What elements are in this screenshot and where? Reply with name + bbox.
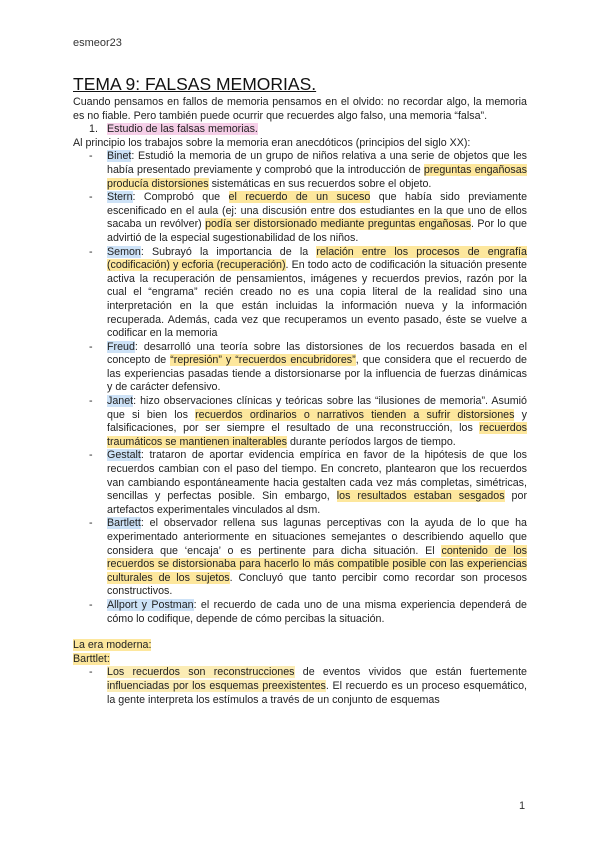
text-segment: : hizo observaciones clínicas y teóricas sobre las “ilusiones de memoria”. Asumió que si bien los	[107, 395, 527, 421]
highlighted-text: el recuerdo de un suceso	[228, 191, 371, 204]
author-name: Binet	[107, 150, 132, 163]
highlighted-text: podía ser distorsionado mediante preguntas engañosas	[205, 218, 472, 231]
text-segment: de eventos vividos que están fuertemente	[294, 666, 527, 679]
text-segment: . Concluyó que tanto percibir como recordar son procesos constructivos.	[107, 571, 528, 598]
text-segment: : el observador rellena sus lagunas perceptivas con la ayuda de lo que ha experimentado anteriormente en situaciones semejantes o describiendo aquello que considera que ‘encaja’ o es pertinente para dicha situación. El	[107, 517, 527, 557]
intro-paragraph: Cuando pensamos en fallos de memoria pensamos en el olvido: no recordar algo, la memoria es no fiable. Pero también puede ocurrir que recuerdes algo falso, una memoria “falsa”.	[73, 96, 527, 122]
highlighted-text: contenido de los recuerdos se distorsionaba para hacerlo lo más compatible posible con las experiencias culturales de los sujetos	[107, 544, 528, 584]
list-item	[73, 150, 527, 191]
page-title: TEMA 9: FALSAS MEMORIAS.	[73, 74, 317, 94]
highlighted-text: recuerdos traumáticos se mantienen inalterables	[107, 422, 527, 448]
text-segment: : desarrolló una teoría sobre las distorsiones de los recuerdos basada en el concepto de	[107, 340, 527, 367]
text-segment: . El recuerdo es un proceso esquemático, la gente interpreta los estímulos a través de un conjunto de esquemas	[107, 679, 528, 706]
author-name: Janet	[107, 395, 134, 408]
text-segment: : Subrayó la importancia de la	[140, 245, 317, 258]
highlighted-text: Los recuerdos son reconstrucciones	[107, 666, 295, 679]
text-segment: . Por lo que advirtió de la especial sugestionabilidad de los niños.	[107, 218, 527, 244]
section-number: 1.	[89, 123, 98, 136]
highlighted-text: relación entre los procesos de engrafía (codificación) y ecforia (recuperación)	[107, 245, 527, 272]
list-item	[73, 449, 527, 517]
text-segment: : trataron de aportar evidencia empírica en favor de la hipótesis de que los recuerdos cambian con el paso del tiempo. En concreto, plantearon que los recuerdos van cambiando espontáneamente hacia gestalten cada vez más completas, simétricas, sencillas y perfectas posible. Sin embargo,	[107, 449, 527, 503]
text-segment: que había sido previamente escenificado en el aula (ej: una discusión entre dos estudiantes en la que uno de ellos sacaba un revólver)	[107, 191, 528, 231]
highlighted-text: influenciadas por los esquemas preexistentes	[107, 679, 326, 692]
text-segment: : Comprobó que	[132, 191, 229, 204]
list-item	[73, 599, 527, 626]
list-item	[73, 341, 527, 395]
text-segment: sistemáticas en sus recuerdos sobre el objeto.	[208, 177, 432, 190]
highlighted-text: los resultados estaban sesgados	[336, 490, 505, 503]
author-name: Allport y Postman	[107, 598, 194, 611]
list-item	[73, 517, 527, 599]
text-segment: : Estudió la memoria de un grupo de niños relativa a una serie de objetos que les había presentado previamente y comprobó que la introducción de	[107, 150, 527, 176]
highlighted-text: “represión” y “recuerdos encubridores”	[170, 354, 356, 367]
era-list	[73, 666, 527, 707]
document-body	[73, 96, 527, 707]
list-item	[73, 395, 527, 449]
text-segment: por artefactos experimentales vinculados al dsm.	[107, 490, 527, 516]
author-name: Freud	[107, 340, 135, 353]
authors-list	[73, 150, 527, 626]
list-item	[73, 666, 527, 707]
list-item	[73, 246, 527, 341]
author-header: esmeor23	[73, 37, 122, 49]
highlighted-text: recuerdos ordinarios o narrativos tienden a sufrir distorsiones	[195, 408, 515, 421]
author-name: Gestalt	[107, 449, 141, 462]
text-segment: , que considera que el recuerdo de las experiencias pasadas tiende a distorsionarse por la influencia de fuerzas dinámicas y de carácter defensivo.	[107, 354, 528, 394]
text-segment: . En todo acto de codificación la situación presente activa la recuperación de pensamientos, imágenes y recuerdos previos, razón por la cual el “engrama” recién creado no es una copia literal de la realidad sino una interpretación en la que están incluidas la información nueva y la información recuperada. Además, cada vez que recuperamos un evento pasado, éste se vuelve a codificar en la memoria	[107, 259, 528, 340]
text-segment: : el recuerdo de cada uno de una misma experiencia dependerá de cómo lo codifique, depende de cómo percibas la situación.	[107, 598, 527, 625]
section-intro: Al principio los trabajos sobre la memoria eran anecdóticos (principios del siglo XX):	[73, 136, 471, 149]
section-heading	[89, 123, 527, 137]
page-number: 1	[519, 800, 526, 812]
era-heading: La era moderna:	[73, 639, 152, 652]
author-name: Bartlett	[107, 517, 141, 530]
list-item	[73, 191, 527, 245]
author-name: Stern	[107, 191, 133, 204]
author-name: Semon	[107, 245, 141, 258]
text-segment: durante períodos largos de tiempo.	[287, 435, 456, 448]
era-subheading: Barttlet:	[73, 652, 110, 665]
text-segment: y falsificaciones, por ser siempre el resultado de una reconstrucción, los	[107, 408, 527, 435]
section-title: Estudio de las falsas memorias.	[107, 123, 258, 136]
highlighted-text: preguntas engañosas producía distorsiones	[107, 163, 527, 190]
